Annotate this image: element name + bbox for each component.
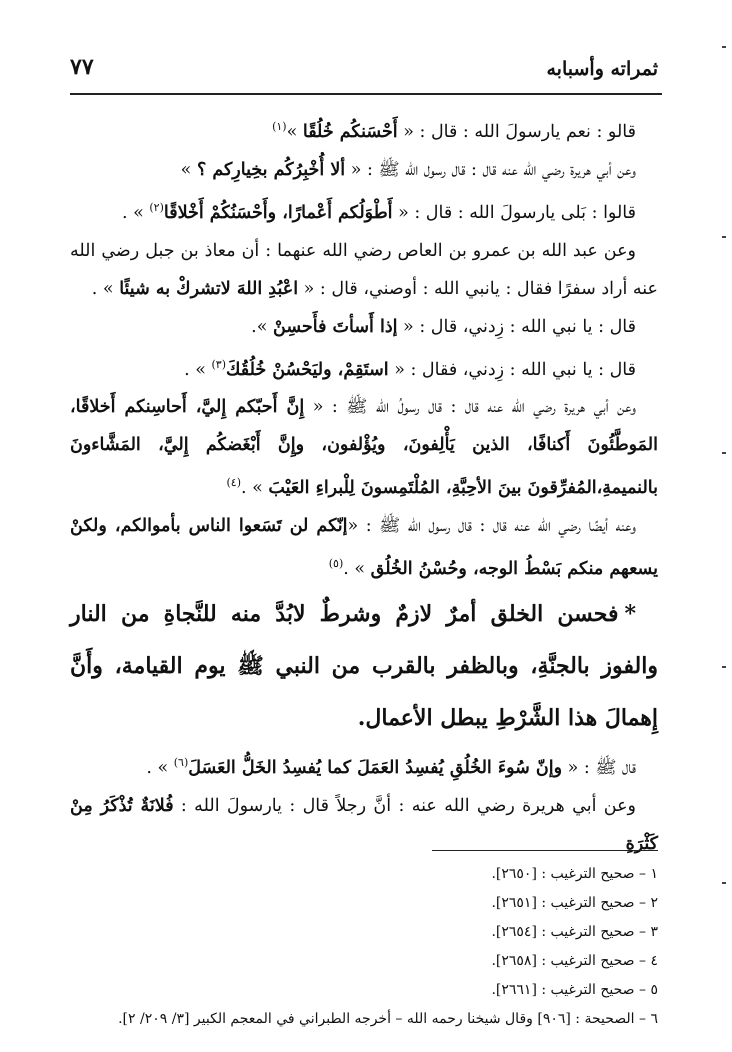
header-rule xyxy=(70,93,662,95)
paragraph: وعن أبي هريرة رضي الله عنه : أنَّ رجلاً قال : يارسولَ الله : فُلانَةٌ تُذْكَرُ مِنْ كَثْرَةِ xyxy=(70,795,658,854)
footnote: ٤ – صحيح الترغيب : [٢٦٥٨]. xyxy=(491,953,658,969)
paragraph: قال ﷺ : « وإنّ سُوءَ الخُلُقِ يُفسِدُ العَمَلَ كما يُفسِدُ الخَلُّ العَسَلَ$^{(٦)}$ » . xyxy=(146,756,636,778)
paragraph: وعن أبي هريرة رضي الله عنه قال : قال رسول الله ﷺ : « ألا أُخْبِرُكُم بخِيارِكم ؟ » xyxy=(180,159,636,180)
hadith-quote: إِنَّ أَحبّكم إِليَّ، أَحاسِنكم أَخلاقًا، المَوطَّئُونَ أَكنافًا، الذين يَأْلِفونَ، ويُؤْلفون، وإِنَّ أَبْغَضكُم إِليَّ، المَشَّاءونَ بالنميمةِ،المُفرِّقونَ بينَ الأحِبَّةِ، المُلْتَمِسونَ لِلْبراءِ العَيْبَ xyxy=(70,397,658,499)
footnote: ٦ – الصحيحة : [٩٠٦] وقال شيخنا رحمه الله – أخرجه الطبراني في المعجم الكبير [٣/ ٢٠٩/ ٢]. xyxy=(118,1011,658,1027)
paragraph: قال : يا نبي الله : زِدني، قال : « إذا أَسأتَ فأَحسِنْ ». xyxy=(251,316,636,337)
footnote-rule xyxy=(432,850,658,851)
footnotes xyxy=(70,860,658,1034)
footnote-ref: (٣) xyxy=(211,357,226,371)
hadith-quote: أَحْسَنكُم خُلُقًا xyxy=(302,121,398,142)
hadith-quote: أَطْوَلُكم أَعْمارًا، وأَحْسَنُكُمْ أَخْلاقًا xyxy=(163,202,393,223)
hadith-quote: وإنّ سُوءَ الخُلُقِ يُفسِدُ العَمَلَ كما يُفسِدُ الخَلُّ العَسَلَ xyxy=(188,757,563,778)
footnote-ref: (٤) xyxy=(226,476,241,490)
edge-mark xyxy=(722,452,726,454)
paragraph: قال : يا نبي الله : زِدني، فقال : « استَقِمْ، وليَحْسُنْ خُلُقُكَ$^{(٣)}$ » . xyxy=(184,357,636,380)
hadith-quote: إنّكم لن تَسَعوا الناس بأموالكم، ولكنْ يسعهم منكم بَسْطُ الوجه، وحُسْنُ الخُلُق xyxy=(70,516,658,580)
paragraph: قالو : نعم يارسولَ الله : قال : « أَحْسَنكُم خُلُقًا »$^{(١)}$ xyxy=(272,120,636,142)
paragraph: وعن أبي هريرة رضي الله عنه قال : قال رسولُ الله ﷺ : « إِنَّ أَحبّكم إِليَّ، أَحاسِنكم أَخلاقًا، المَوطَّئُونَ أَكنافًا، الذين يَأْلِفونَ، ويُؤْلفون، وإِنَّ أَبْغَضكُم إِليَّ، المَشَّاءونَ بالنميمةِ،المُفرِّقونَ بينَ الأحِبَّةِ، المُلْتَمِسونَ لِلْبراءِ العَيْبَ » .$^{(٤)}$ xyxy=(70,397,658,499)
hadith-quote: اعْبُدِ اللهَ لاتشركْ به شيئًا xyxy=(119,278,299,299)
hadith-quote: إذا أَسأتَ فأَحسِنْ xyxy=(273,316,398,337)
page-title: ثمراته وأسبابه xyxy=(546,58,658,80)
body-text xyxy=(70,108,658,863)
emphasis-paragraph: *فحسن الخلق أمرٌ لازمٌ وشرطٌ لابُدَّ منه للنَّجاةِ من النار والفوز بالجنَّةِ، وبالظفر بالقرب من النبي ﷺ يوم القيامة، وأَنَّ إِهمالَ هذا الشَّرْطِ يبطل الأعمال. xyxy=(70,601,658,732)
paragraph: قالوا : بَلى يارسولَ الله : قال : « أَطْوَلُكم أَعْمارًا، وأَحْسَنُكُمْ أَخْلاقًا$^{(٢)}$ » . xyxy=(121,200,636,223)
footnote-ref: (٥) xyxy=(328,557,344,571)
edge-mark xyxy=(722,666,726,668)
asterisk: * xyxy=(624,601,636,628)
edge-mark xyxy=(722,236,726,238)
hadith-quote: فُلانَةٌ تُذْكَرُ مِنْ كَثْرَةِ xyxy=(70,795,658,854)
footnote-ref: (٦) xyxy=(173,756,189,770)
page-header xyxy=(70,52,658,88)
footnote: ١ – صحيح الترغيب : [٢٦٥٠]. xyxy=(491,866,658,882)
footnote-ref: (١) xyxy=(272,120,287,133)
paragraph: وعنه أيضًا رضي الله عنه قال : قال رسول الله ﷺ : «إنّكم لن تَسَعوا الناس بأموالكم، ولكنْ يسعهم منكم بَسْطُ الوجه، وحُسْنُ الخُلُق » .$^{(٥)}$ xyxy=(70,516,658,580)
footnote-ref: (٢) xyxy=(149,200,164,214)
edge-mark xyxy=(722,882,726,884)
footnote: ٥ – صحيح الترغيب : [٢٦٦١]. xyxy=(491,982,658,998)
page-number: ٧٧ xyxy=(70,54,94,80)
paragraph: وعن عبد الله بن عمرو بن العاص رضي الله عنهما : أن معاذ بن جبل رضي الله عنه أراد سفرًا فقال : يانبي الله : أوصني، قال : « اعْبُدِ اللهَ لاتشركْ به شيئًا » . xyxy=(70,240,658,299)
footnote: ٣ – صحيح الترغيب : [٢٦٥٤]. xyxy=(491,924,658,940)
hadith-quote: استَقِمْ، وليَحْسُنْ خُلُقُكَ xyxy=(225,359,389,380)
footnote: ٢ – صحيح الترغيب : [٢٦٥١]. xyxy=(491,895,658,911)
edge-mark xyxy=(722,46,726,48)
hadith-quote: ألا أُخْبِرُكُم بخِيارِكم ؟ xyxy=(196,159,346,180)
